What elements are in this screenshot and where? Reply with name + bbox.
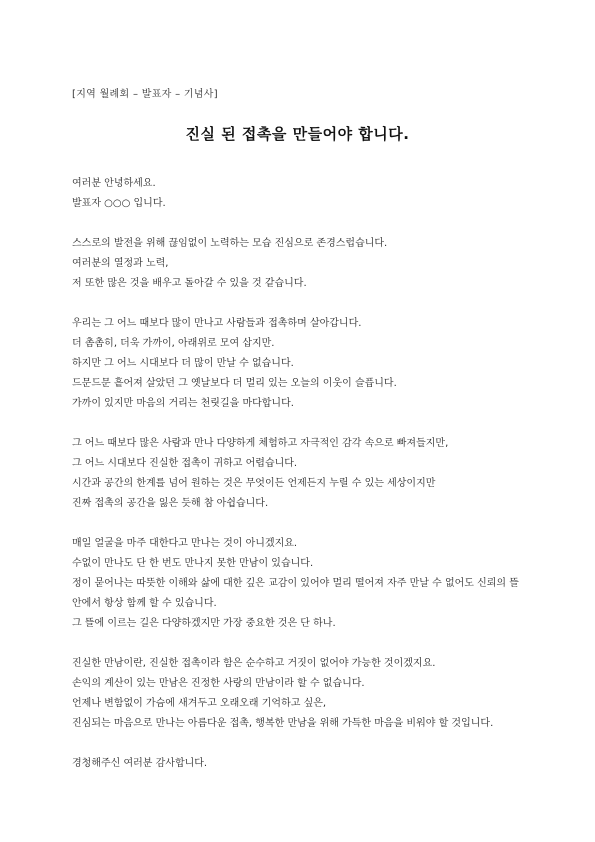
text-line: 그 어느 때보다 많은 사람과 만나 다양하게 체험하고 자극적인 감각 속으로 빠져들지만, (72, 438, 449, 449)
text-line: 하지만 그 어느 시대보다 더 많이 만날 수 없습니다. (72, 358, 294, 369)
text-line: 진심되는 마음으로 만나는 아름다운 접촉, 행복한 만남을 위해 가득한 마음을 비워야 할 것입니다. (72, 718, 494, 729)
text-line: 손익의 계산이 있는 만남은 진정한 사랑의 만남이라 할 수 없습니다. (72, 678, 365, 689)
text-line: 정이 묻어나는 따뜻한 이해와 삶에 대한 깊은 교감이 있어야 멀리 떨어져 자주 만날 수 없어도 신뢰의 뜰 안에서 항상 함께 할 수 있습니다. (72, 578, 519, 609)
text-line: 수없이 만나도 단 한 번도 만나지 못한 만남이 있습니다. (72, 558, 314, 569)
paragraph-greeting (72, 174, 522, 214)
text-line: 언제나 변함없이 가슴에 새겨두고 오래오래 기억하고 싶은, (72, 698, 327, 709)
paragraph-sincere (72, 654, 522, 734)
text-line: 여러분의 열정과 노력, (72, 258, 169, 269)
paragraph-respect (72, 234, 522, 294)
document-category-tag: [지역 월례회 – 발표자 – 기념사] (72, 89, 218, 100)
speech-body (72, 174, 522, 794)
text-line: 시간과 공간의 한계를 넘어 원하는 것은 무엇이든 언제든지 누릴 수 있는 세상이지만 (72, 478, 436, 489)
text-line: 매일 얼굴을 마주 대한다고 만나는 것이 아니겠지요. (72, 538, 298, 549)
text-line: 스스로의 발전을 위해 끊임없이 노력하는 모습 진심으로 존경스럽습니다. (72, 238, 388, 249)
text-line: 발표자 ○○○ 입니다. (72, 198, 166, 209)
text-line: 우리는 그 어느 때보다 많이 만나고 사람들과 접촉하며 살아갑니다. (72, 318, 362, 329)
text-line: 그 어느 시대보다 진실한 접촉이 귀하고 어렵습니다. (72, 458, 298, 469)
paragraph-true-contact (72, 434, 522, 514)
text-line: 저 또한 많은 것을 배우고 돌아갈 수 있을 것 같습니다. (72, 278, 307, 289)
text-line: 드문드문 흩어져 살았던 그 옛날보다 더 멀리 있는 오늘의 이웃이 슬픕니다. (72, 378, 397, 389)
text-line: 진짜 접촉의 공간을 잃은 듯해 참 아쉽습니다. (72, 498, 269, 509)
text-line: 여러분 안녕하세요. (72, 178, 156, 189)
document-title: 진실 된 접촉을 만들어야 합니다. (185, 125, 410, 143)
text-line: 경청해주신 여러분 감사합니다. (72, 758, 208, 769)
paragraph-closing (72, 754, 522, 774)
paragraph-contact (72, 314, 522, 414)
text-line: 가까이 있지만 마음의 거리는 천릿길을 마다합니다. (72, 398, 294, 409)
text-line: 진실한 만남이란, 진실한 접촉이라 함은 순수하고 거짓이 없어야 가능한 것이겠지요. (72, 658, 436, 669)
paragraph-meeting (72, 534, 522, 634)
text-line: 그 뜰에 이르는 길은 다양하겠지만 가장 중요한 것은 단 하나. (72, 618, 336, 629)
text-line: 더 촘촘히, 더욱 가까이, 아래위로 모여 삽지만. (72, 338, 275, 349)
